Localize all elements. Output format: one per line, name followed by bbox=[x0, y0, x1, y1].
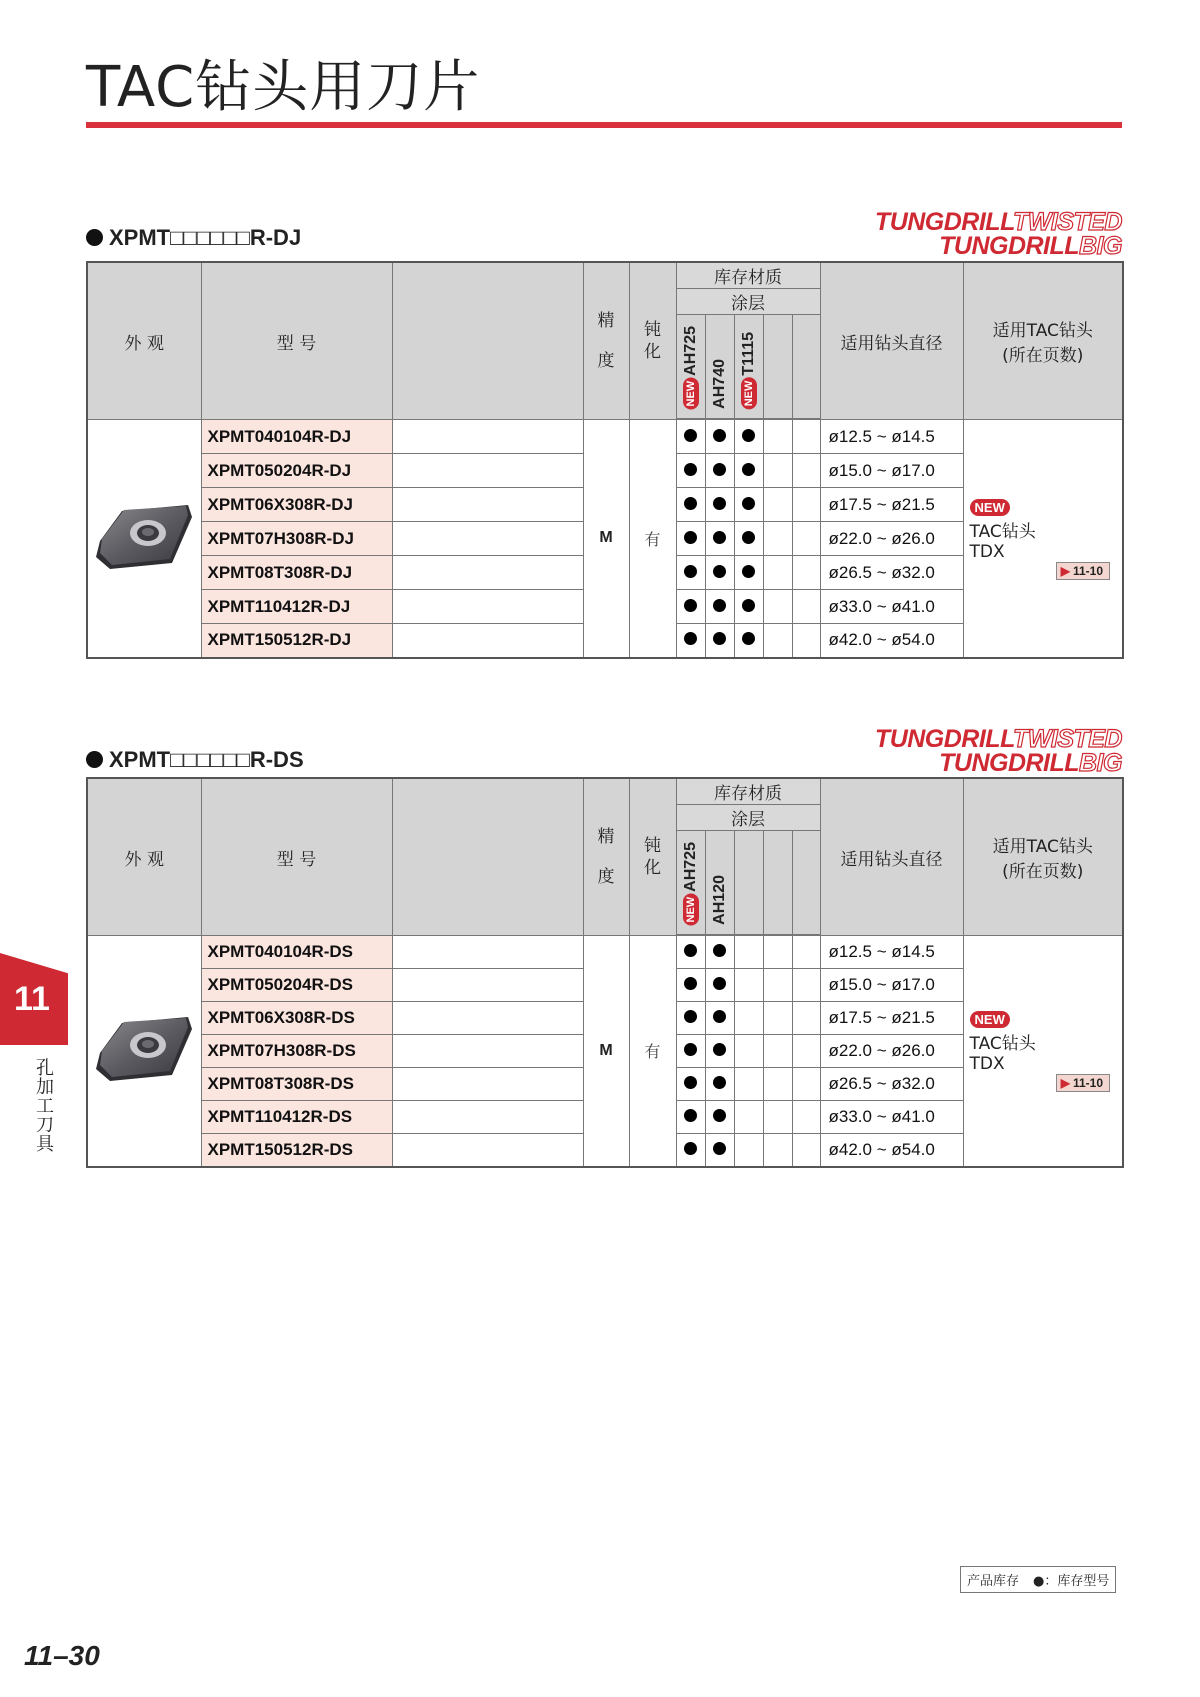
header-precision: 精度 bbox=[583, 778, 629, 936]
stock-dot-icon bbox=[713, 1142, 726, 1155]
stock-dot-icon bbox=[684, 977, 697, 990]
stock-dot-icon bbox=[684, 1043, 697, 1056]
stock-cell bbox=[676, 969, 705, 1002]
diameter-cell: ø12.5 ~ ø14.5 bbox=[820, 420, 963, 454]
header-honing: 钝化 bbox=[629, 262, 676, 420]
stock-dot-icon bbox=[742, 599, 755, 612]
insert-image bbox=[92, 501, 196, 571]
blank-cell bbox=[392, 936, 583, 969]
grade-header-t1115: NEWT1115 bbox=[734, 315, 763, 419]
blank-cell bbox=[392, 420, 583, 454]
header-blank bbox=[392, 262, 583, 420]
stock-cell bbox=[763, 936, 792, 969]
stock-dot-icon bbox=[684, 1076, 697, 1089]
stock-cell bbox=[676, 936, 705, 969]
stock-dot-icon bbox=[713, 1043, 726, 1056]
stock-cell bbox=[763, 454, 792, 488]
grade-header-ah725: NEWAH725 bbox=[676, 315, 705, 419]
stock-dot-icon bbox=[684, 1010, 697, 1023]
stock-cell bbox=[705, 1134, 734, 1167]
model-cell: XPMT040104R-DS bbox=[201, 936, 392, 969]
stock-cell bbox=[705, 1068, 734, 1101]
blank-cell bbox=[392, 556, 583, 590]
page-title: TAC钻头用刀片 bbox=[86, 55, 481, 120]
stock-cell bbox=[763, 522, 792, 556]
stock-cell bbox=[792, 1002, 820, 1035]
header-coating: 涂层 bbox=[676, 805, 820, 831]
chapter-number: 11 bbox=[14, 980, 50, 1018]
new-badge: NEW bbox=[741, 377, 757, 409]
stock-cell bbox=[676, 1101, 705, 1134]
model-cell: XPMT06X308R-DJ bbox=[201, 488, 392, 522]
stock-cell bbox=[792, 590, 820, 624]
stock-dot-icon bbox=[684, 632, 697, 645]
diameter-cell: ø42.0 ~ ø54.0 bbox=[820, 1134, 963, 1167]
header-model: 型 号 bbox=[201, 778, 392, 936]
stock-cell bbox=[705, 1101, 734, 1134]
insert-image bbox=[92, 1013, 196, 1083]
model-cell: XPMT06X308R-DS bbox=[201, 1002, 392, 1035]
model-cell: XPMT07H308R-DJ bbox=[201, 522, 392, 556]
stock-dot-icon bbox=[713, 565, 726, 578]
stock-cell bbox=[792, 1101, 820, 1134]
grade-header-empty bbox=[792, 831, 820, 935]
stock-dot-icon bbox=[713, 944, 726, 957]
grade-header-empty bbox=[792, 315, 820, 419]
stock-cell bbox=[734, 624, 763, 658]
stock-dot-icon bbox=[713, 463, 726, 476]
model-cell: XPMT08T308R-DJ bbox=[201, 556, 392, 590]
stock-cell bbox=[792, 420, 820, 454]
header-appearance: 外 观 bbox=[87, 262, 201, 420]
blank-cell bbox=[392, 454, 583, 488]
stock-cell bbox=[676, 1068, 705, 1101]
precision-cell: M bbox=[583, 936, 629, 1167]
stock-cell bbox=[734, 1101, 763, 1134]
stock-dot-icon bbox=[742, 632, 755, 645]
grade-header-ah120: AH120 bbox=[705, 831, 734, 935]
stock-dot-icon bbox=[742, 463, 755, 476]
holder-cell bbox=[963, 420, 1123, 658]
model-cell: XPMT050204R-DS bbox=[201, 969, 392, 1002]
title-rule bbox=[86, 122, 1122, 128]
diameter-cell: ø26.5 ~ ø32.0 bbox=[820, 556, 963, 590]
stock-cell bbox=[705, 420, 734, 454]
stock-cell bbox=[734, 488, 763, 522]
legend-key: ●：库存型号 bbox=[1033, 1574, 1110, 1589]
bullet-icon bbox=[86, 229, 103, 246]
grade-header-empty bbox=[734, 831, 763, 935]
stock-cell bbox=[705, 1035, 734, 1068]
new-badge: NEW bbox=[683, 377, 699, 409]
brand-logo-ds: TUNGDRILLTWISTED TUNGDRILLBIG bbox=[874, 725, 1122, 777]
stock-dot-icon bbox=[713, 497, 726, 510]
stock-dot-icon bbox=[713, 531, 726, 544]
stock-cell bbox=[734, 1002, 763, 1035]
stock-cell bbox=[792, 969, 820, 1002]
stock-cell bbox=[734, 454, 763, 488]
stock-cell bbox=[763, 556, 792, 590]
stock-dot-icon bbox=[684, 497, 697, 510]
stock-dot-icon bbox=[713, 1109, 726, 1122]
chapter-label: 孔加工刀具 bbox=[33, 1058, 54, 1153]
stock-dot-icon bbox=[742, 531, 755, 544]
stock-dot-icon bbox=[684, 429, 697, 442]
blank-cell bbox=[392, 1134, 583, 1167]
stock-cell bbox=[676, 488, 705, 522]
stock-cell bbox=[676, 1002, 705, 1035]
stock-cell bbox=[763, 1134, 792, 1167]
blank-cell bbox=[392, 1068, 583, 1101]
section-title-dj bbox=[86, 225, 301, 251]
stock-cell bbox=[676, 624, 705, 658]
holder-name: TAC钻头 bbox=[969, 1034, 1036, 1055]
header-blank bbox=[392, 778, 583, 936]
brand-logo-dj: TUNGDRILLTWISTED TUNGDRILLBIG bbox=[874, 208, 1122, 260]
stock-cell bbox=[792, 556, 820, 590]
stock-cell bbox=[734, 1134, 763, 1167]
blank-cell bbox=[392, 488, 583, 522]
model-cell: XPMT110412R-DS bbox=[201, 1101, 392, 1134]
stock-dot-icon bbox=[713, 632, 726, 645]
holder-name: TAC钻头 bbox=[969, 521, 1036, 542]
diameter-cell: ø22.0 ~ ø26.0 bbox=[820, 1035, 963, 1068]
stock-dot-icon bbox=[713, 1076, 726, 1089]
stock-cell bbox=[705, 488, 734, 522]
header-coating: 涂层 bbox=[676, 289, 820, 315]
spec-table-dj bbox=[86, 261, 1124, 659]
model-cell: XPMT110412R-DJ bbox=[201, 590, 392, 624]
precision-cell: M bbox=[583, 420, 629, 658]
blank-cell bbox=[392, 1035, 583, 1068]
stock-cell bbox=[792, 488, 820, 522]
stock-cell bbox=[734, 590, 763, 624]
diameter-cell: ø33.0 ~ ø41.0 bbox=[820, 1101, 963, 1134]
stock-cell bbox=[792, 1134, 820, 1167]
diameter-cell: ø22.0 ~ ø26.0 bbox=[820, 522, 963, 556]
stock-cell bbox=[792, 936, 820, 969]
holder-series: TDX bbox=[969, 1054, 1005, 1075]
stock-dot-icon bbox=[713, 977, 726, 990]
new-badge: NEW bbox=[970, 1011, 1010, 1028]
table-row bbox=[87, 420, 1123, 454]
blank-cell bbox=[392, 624, 583, 658]
stock-cell bbox=[705, 969, 734, 1002]
header-holder: 适用TAC钻头 (所在页数) bbox=[963, 262, 1123, 420]
grade-header-ah725: NEWAH725 bbox=[676, 831, 705, 935]
grade-header-ah740: AH740 bbox=[705, 315, 734, 419]
stock-dot-icon bbox=[713, 599, 726, 612]
header-appearance: 外 观 bbox=[87, 778, 201, 936]
model-cell: XPMT150512R-DS bbox=[201, 1134, 392, 1167]
header-stock-material: 库存材质 bbox=[676, 262, 820, 289]
stock-dot-icon bbox=[684, 1109, 697, 1122]
stock-cell bbox=[676, 556, 705, 590]
header-model: 型 号 bbox=[201, 262, 392, 420]
diameter-cell: ø15.0 ~ ø17.0 bbox=[820, 969, 963, 1002]
stock-cell bbox=[734, 1035, 763, 1068]
stock-dot-icon bbox=[684, 599, 697, 612]
arrow-right-icon: ▶ bbox=[1060, 563, 1070, 578]
stock-dot-icon bbox=[684, 531, 697, 544]
honing-cell: 有 bbox=[629, 420, 676, 658]
stock-cell bbox=[763, 624, 792, 658]
stock-cell bbox=[792, 1068, 820, 1101]
grade-header-empty bbox=[763, 315, 792, 419]
stock-dot-icon bbox=[742, 497, 755, 510]
stock-cell bbox=[676, 420, 705, 454]
insert-appearance bbox=[87, 420, 201, 658]
stock-cell bbox=[705, 936, 734, 969]
diameter-cell: ø17.5 ~ ø21.5 bbox=[820, 488, 963, 522]
stock-cell bbox=[734, 420, 763, 454]
header-precision: 精度 bbox=[583, 262, 629, 420]
bullet-icon bbox=[86, 751, 103, 768]
diameter-cell: ø33.0 ~ ø41.0 bbox=[820, 590, 963, 624]
stock-dot-icon bbox=[684, 944, 697, 957]
stock-cell bbox=[676, 590, 705, 624]
section-title-ds bbox=[86, 747, 304, 773]
header-honing: 钝化 bbox=[629, 778, 676, 936]
stock-cell bbox=[763, 969, 792, 1002]
stock-cell bbox=[763, 1035, 792, 1068]
blank-cell bbox=[392, 590, 583, 624]
stock-cell bbox=[734, 1068, 763, 1101]
new-badge: NEW bbox=[970, 499, 1010, 516]
stock-dot-icon bbox=[684, 463, 697, 476]
grade-header-empty bbox=[763, 831, 792, 935]
blank-cell bbox=[392, 522, 583, 556]
stock-cell bbox=[705, 590, 734, 624]
model-cell: XPMT050204R-DJ bbox=[201, 454, 392, 488]
header-stock-material: 库存材质 bbox=[676, 778, 820, 805]
stock-dot-icon bbox=[713, 429, 726, 442]
header-holder: 适用TAC钻头 (所在页数) bbox=[963, 778, 1123, 936]
header-diameter: 适用钻头直径 bbox=[820, 778, 963, 936]
model-cell: XPMT150512R-DJ bbox=[201, 624, 392, 658]
model-cell: XPMT07H308R-DS bbox=[201, 1035, 392, 1068]
stock-cell bbox=[705, 454, 734, 488]
page-number: 11–30 bbox=[24, 1640, 100, 1671]
stock-cell bbox=[676, 522, 705, 556]
stock-cell bbox=[676, 454, 705, 488]
holder-cell bbox=[963, 936, 1123, 1167]
diameter-cell: ø26.5 ~ ø32.0 bbox=[820, 1068, 963, 1101]
stock-cell bbox=[763, 488, 792, 522]
stock-cell bbox=[734, 556, 763, 590]
stock-legend bbox=[960, 1566, 1116, 1593]
stock-cell bbox=[763, 1068, 792, 1101]
stock-cell bbox=[705, 1002, 734, 1035]
model-cell: XPMT040104R-DJ bbox=[201, 420, 392, 454]
header-diameter: 适用钻头直径 bbox=[820, 262, 963, 420]
stock-cell bbox=[734, 522, 763, 556]
honing-cell: 有 bbox=[629, 936, 676, 1167]
diameter-cell: ø42.0 ~ ø54.0 bbox=[820, 624, 963, 658]
new-badge: NEW bbox=[683, 893, 699, 925]
stock-cell bbox=[792, 624, 820, 658]
diameter-cell: ø12.5 ~ ø14.5 bbox=[820, 936, 963, 969]
section-title-text: XPMT□□□□□□R-DS bbox=[109, 747, 304, 772]
diameter-cell: ø15.0 ~ ø17.0 bbox=[820, 454, 963, 488]
page-ref-link[interactable]: ▶ 11-10 bbox=[1056, 562, 1110, 580]
stock-cell bbox=[763, 1101, 792, 1134]
holder-series: TDX bbox=[969, 541, 1005, 562]
insert-appearance bbox=[87, 936, 201, 1167]
stock-cell bbox=[763, 420, 792, 454]
blank-cell bbox=[392, 969, 583, 1002]
blank-cell bbox=[392, 1002, 583, 1035]
section-title-text: XPMT□□□□□□R-DJ bbox=[109, 225, 302, 250]
stock-cell bbox=[705, 624, 734, 658]
stock-cell bbox=[734, 936, 763, 969]
stock-dot-icon bbox=[684, 1142, 697, 1155]
arrow-right-icon: ▶ bbox=[1060, 1076, 1070, 1091]
stock-cell bbox=[705, 522, 734, 556]
stock-cell bbox=[705, 556, 734, 590]
stock-cell bbox=[792, 522, 820, 556]
stock-cell bbox=[763, 590, 792, 624]
stock-cell bbox=[734, 969, 763, 1002]
stock-dot-icon bbox=[684, 565, 697, 578]
stock-dot-icon bbox=[713, 1010, 726, 1023]
legend-label: 产品库存 bbox=[967, 1574, 1020, 1589]
page-ref-link[interactable]: ▶ 11-10 bbox=[1056, 1074, 1110, 1092]
stock-cell bbox=[676, 1035, 705, 1068]
diameter-cell: ø17.5 ~ ø21.5 bbox=[820, 1002, 963, 1035]
stock-dot-icon bbox=[742, 429, 755, 442]
stock-cell bbox=[792, 454, 820, 488]
table-row bbox=[87, 936, 1123, 969]
stock-dot-icon bbox=[742, 565, 755, 578]
stock-cell bbox=[676, 1134, 705, 1167]
stock-cell bbox=[763, 1002, 792, 1035]
blank-cell bbox=[392, 1101, 583, 1134]
model-cell: XPMT08T308R-DS bbox=[201, 1068, 392, 1101]
stock-cell bbox=[792, 1035, 820, 1068]
spec-table-ds bbox=[86, 777, 1124, 1168]
